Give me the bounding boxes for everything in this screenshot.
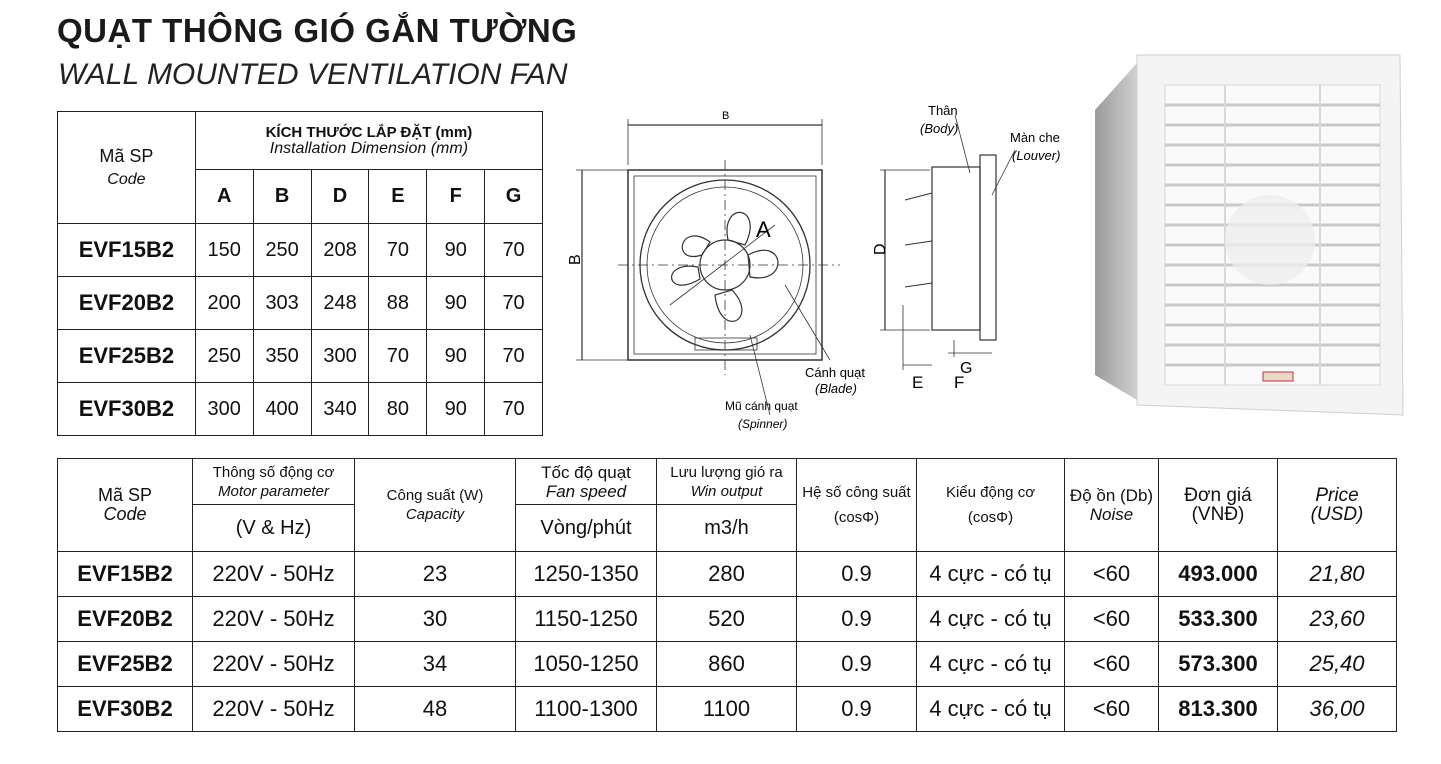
cell-price-vnd: 493.000 xyxy=(1159,552,1278,597)
cell-price-vnd: 813.300 xyxy=(1159,687,1278,732)
cell: 90 xyxy=(427,330,485,383)
cell-price-usd: 21,80 xyxy=(1278,552,1397,597)
cell: 200 xyxy=(195,277,253,330)
cell-capacity: 23 xyxy=(355,552,516,597)
blade-label-en: (Blade) xyxy=(815,381,857,396)
cell-pf: 0.9 xyxy=(797,552,917,597)
cell-flow: 280 xyxy=(657,552,797,597)
dim-col-e: E xyxy=(369,170,427,224)
label-f: F xyxy=(954,373,965,392)
cell: 70 xyxy=(485,330,543,383)
cell-flow: 1100 xyxy=(657,687,797,732)
price-usd-header-en: Price xyxy=(1315,485,1359,506)
dim-col-d: D xyxy=(311,170,369,224)
dim-code-header-en: Code xyxy=(107,170,146,188)
motor-header-vi: Thông số động cơ xyxy=(212,463,335,481)
row-code: EVF25B2 xyxy=(58,642,193,687)
cell-flow: 860 xyxy=(657,642,797,687)
capacity-header-vi: Công suất (W) xyxy=(386,487,484,504)
cell: 90 xyxy=(427,224,485,277)
table-row xyxy=(58,552,1397,597)
capacity-header xyxy=(355,459,516,552)
front-view xyxy=(576,119,840,415)
cell-price-vnd: 573.300 xyxy=(1159,642,1278,687)
cell: 208 xyxy=(311,224,369,277)
label-b-top: B xyxy=(722,110,730,122)
cell-price-usd: 23,60 xyxy=(1278,597,1397,642)
cell-noise: <60 xyxy=(1065,642,1159,687)
row-code: EVF30B2 xyxy=(58,383,196,436)
cell-motor-type: 4 cực - có tụ xyxy=(917,642,1065,687)
cell-pf: 0.9 xyxy=(797,597,917,642)
cell-noise: <60 xyxy=(1065,687,1159,732)
cell: 250 xyxy=(253,224,311,277)
speed-header-vi: Tốc độ quạt xyxy=(541,462,631,482)
motor-header xyxy=(193,459,355,505)
table-row xyxy=(58,330,543,383)
cell-flow: 520 xyxy=(657,597,797,642)
cell: 90 xyxy=(427,277,485,330)
cell: 90 xyxy=(427,383,485,436)
dim-col-f: F xyxy=(427,170,485,224)
dim-header-en: Installation Dimension (mm) xyxy=(269,139,469,157)
dim-header-vi: KÍCH THƯỚC LẮP ĐẶT (mm) xyxy=(265,123,473,141)
price-usd-header xyxy=(1278,459,1397,552)
body-label-en: (Body) xyxy=(920,121,959,136)
cell-motor: 220V - 50Hz xyxy=(193,687,355,732)
table-row xyxy=(58,224,543,277)
cell-speed: 1050-1250 xyxy=(516,642,657,687)
cell: 80 xyxy=(369,383,427,436)
cell-speed: 1150-1250 xyxy=(516,597,657,642)
row-code: EVF20B2 xyxy=(58,277,196,330)
noise-header-en: Noise xyxy=(1089,505,1134,524)
pf-header xyxy=(797,459,917,552)
cell: 70 xyxy=(369,330,427,383)
cell-capacity: 48 xyxy=(355,687,516,732)
table-row xyxy=(58,597,1397,642)
cell-motor: 220V - 50Hz xyxy=(193,552,355,597)
dim-code-header xyxy=(58,112,196,224)
cell-motor: 220V - 50Hz xyxy=(193,597,355,642)
cell-price-usd: 36,00 xyxy=(1278,687,1397,732)
dim-header xyxy=(195,112,542,170)
cell: 150 xyxy=(195,224,253,277)
spec-code-header-vi: Mã SP xyxy=(97,485,153,505)
cell-capacity: 34 xyxy=(355,642,516,687)
cell-motor-type: 4 cực - có tụ xyxy=(917,552,1065,597)
motor-type-header-unit: (cosΦ) xyxy=(967,509,1014,526)
motor-type-header xyxy=(917,459,1065,552)
cell: 70 xyxy=(485,277,543,330)
cell: 70 xyxy=(485,383,543,436)
cell: 350 xyxy=(253,330,311,383)
speed-header-en: Fan speed xyxy=(545,481,627,501)
cell-pf: 0.9 xyxy=(797,642,917,687)
pf-header-vi: Hệ số công suất xyxy=(802,484,911,501)
motor-header-en: Motor parameter xyxy=(218,482,329,500)
cell: 250 xyxy=(195,330,253,383)
dimension-table xyxy=(57,111,543,436)
cell-speed: 1250-1350 xyxy=(516,552,657,597)
louver-label-vi: Màn che xyxy=(1010,130,1060,145)
spinner-label-en: (Spinner) xyxy=(738,417,788,431)
motor-type-header-vi: Kiểu động cơ xyxy=(945,484,1036,501)
price-usd-header-unit: (USD) xyxy=(1310,504,1364,525)
cell: 70 xyxy=(369,224,427,277)
spec-code-header xyxy=(58,459,193,552)
row-code: EVF20B2 xyxy=(58,597,193,642)
row-code: EVF15B2 xyxy=(58,552,193,597)
cell: 340 xyxy=(311,383,369,436)
page-subtitle: WALL MOUNTED VENTILATION FAN xyxy=(58,58,568,91)
cell-motor-type: 4 cực - có tụ xyxy=(917,687,1065,732)
row-code: EVF30B2 xyxy=(58,687,193,732)
page-title: QUẠT THÔNG GIÓ GẮN TƯỜNG xyxy=(57,12,578,49)
cell: 300 xyxy=(311,330,369,383)
cell-motor-type: 4 cực - có tụ xyxy=(917,597,1065,642)
cell-noise: <60 xyxy=(1065,552,1159,597)
flow-header xyxy=(657,459,797,505)
cell-pf: 0.9 xyxy=(797,687,917,732)
body-label-vi: Thân xyxy=(928,103,958,118)
speed-unit: Vòng/phút xyxy=(516,505,657,552)
capacity-header-en: Capacity xyxy=(405,506,465,523)
label-b-side: B xyxy=(567,254,584,265)
cell: 88 xyxy=(369,277,427,330)
spec-code-header-en: Code xyxy=(103,504,147,524)
label-a: A xyxy=(756,217,771,242)
cell-price-vnd: 533.300 xyxy=(1159,597,1278,642)
flow-header-vi: Lưu lượng gió ra xyxy=(670,463,783,481)
row-code: EVF15B2 xyxy=(58,224,196,277)
cell-capacity: 30 xyxy=(355,597,516,642)
label-d: D xyxy=(872,243,889,255)
flow-header-en: Win output xyxy=(690,482,763,500)
dim-code-header-vi: Mã SP xyxy=(99,145,154,166)
table-row xyxy=(58,383,543,436)
motor-unit: (V & Hz) xyxy=(193,505,355,552)
dim-col-g: G xyxy=(485,170,543,224)
row-code: EVF25B2 xyxy=(58,330,196,383)
spinner-label-vi: Mũ cánh quạt xyxy=(725,399,798,413)
table-row xyxy=(58,642,1397,687)
flow-unit: m3/h xyxy=(657,505,797,552)
table-row xyxy=(58,277,543,330)
side-view xyxy=(880,115,1015,370)
cell: 300 xyxy=(195,383,253,436)
price-vnd-header xyxy=(1159,459,1278,552)
cell: 248 xyxy=(311,277,369,330)
cell-motor: 220V - 50Hz xyxy=(193,642,355,687)
price-vnd-header-unit: (VNĐ) xyxy=(1191,504,1245,525)
cell-noise: <60 xyxy=(1065,597,1159,642)
blade-label-vi: Cánh quạt xyxy=(805,365,865,380)
speed-header xyxy=(516,459,657,505)
louver-label-en: (Louver) xyxy=(1012,148,1061,163)
price-vnd-header-vi: Đơn giá xyxy=(1184,485,1252,506)
cell: 303 xyxy=(253,277,311,330)
cell-speed: 1100-1300 xyxy=(516,687,657,732)
dim-col-a: A xyxy=(195,170,253,224)
fan-product-image xyxy=(1085,45,1410,425)
cell: 70 xyxy=(485,224,543,277)
label-e: E xyxy=(912,373,924,392)
pf-header-unit: (cosΦ) xyxy=(833,509,880,526)
noise-header-vi: Độ ồn (Db) xyxy=(1069,486,1154,505)
noise-header xyxy=(1065,459,1159,552)
dim-col-b: B xyxy=(253,170,311,224)
dimension-diagram xyxy=(560,95,1080,445)
spec-table xyxy=(57,458,1397,732)
table-row xyxy=(58,687,1397,732)
cell: 400 xyxy=(253,383,311,436)
label-g: G xyxy=(960,360,973,377)
cell-price-usd: 25,40 xyxy=(1278,642,1397,687)
